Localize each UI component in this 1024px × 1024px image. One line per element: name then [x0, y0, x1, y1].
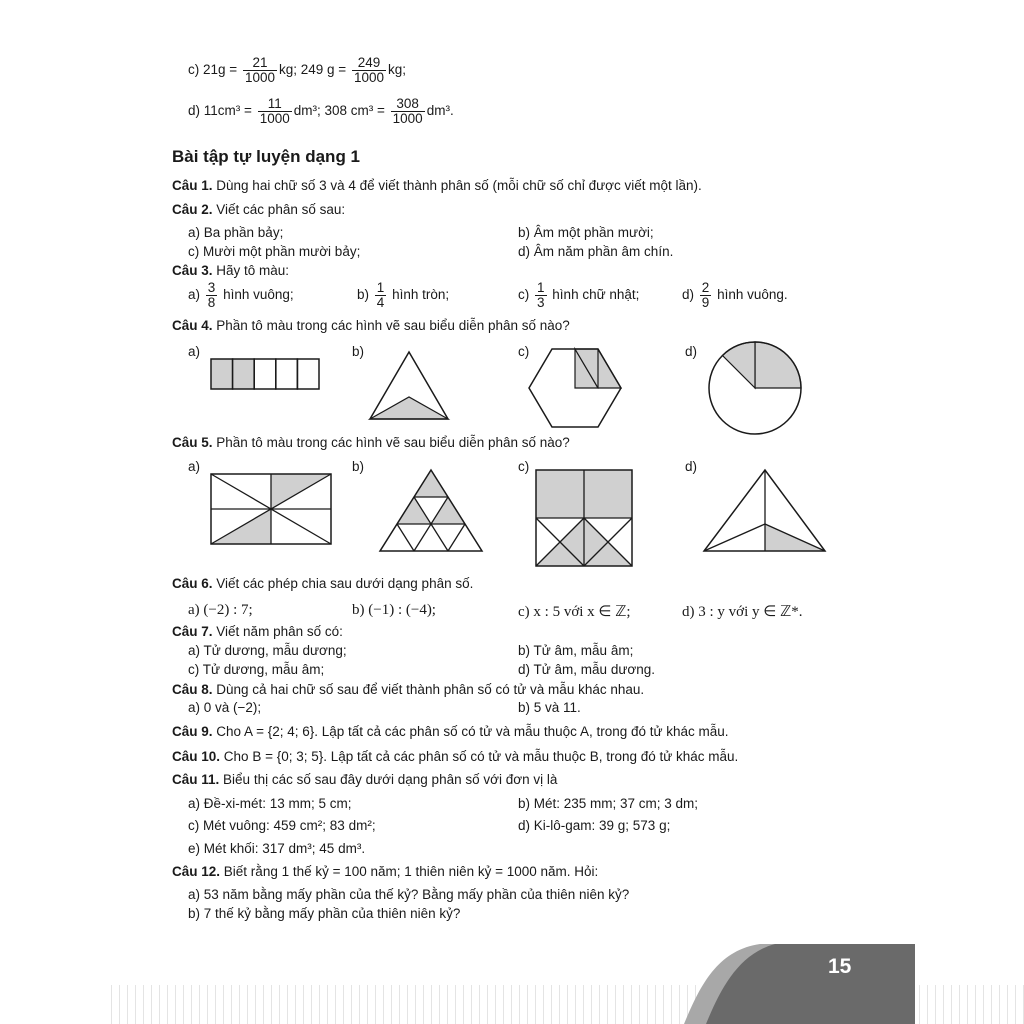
q6-option-d: d) 3 : y với y ∈ ℤ*. — [682, 604, 803, 620]
question-text: Biết rằng 1 thế kỷ = 100 năm; 1 thiên niên kỷ = 1000 năm. Hỏi: — [223, 864, 599, 879]
option-text: hình tròn; — [392, 287, 450, 303]
q2-option-b: b) Âm một phần mười; — [518, 225, 654, 240]
denominator: 1000 — [244, 70, 275, 86]
numerator: 2 — [701, 280, 710, 295]
numerator: 21 — [243, 56, 277, 71]
q11-option-c: c) Mét vuông: 459 cm²; 83 dm²; — [188, 818, 376, 833]
q2-option-a: a) Ba phần bảy; — [188, 225, 284, 240]
figure-label: d) — [685, 459, 698, 474]
q12-option-b: b) 7 thế kỷ bằng mấy phần của thiên niên kỷ? — [188, 906, 461, 921]
q6-option-c: c) x : 5 với x ∈ ℤ; — [518, 604, 631, 620]
numerator: 3 — [207, 280, 216, 295]
figure-label: d) — [685, 344, 698, 359]
q2-option-c: c) Mười một phần mười bảy; — [188, 244, 361, 259]
question-label: Câu 6. — [172, 576, 213, 591]
numerator: 11 — [258, 97, 292, 112]
numerator: 249 — [352, 56, 386, 71]
question-text: Dùng hai chữ số 3 và 4 để viết thành phân số (mỗi chữ số chỉ được viết một lần). — [216, 178, 702, 193]
numerator: 1 — [376, 280, 385, 295]
figure-label: b) — [352, 344, 365, 359]
question-text: Phần tô màu trong các hình vẽ sau biểu diễn phân số nào? — [216, 318, 570, 333]
denominator: 3 — [537, 295, 545, 311]
denominator: 9 — [701, 295, 710, 311]
figure-label: a) — [188, 459, 201, 474]
conv-text: 11cm³ = — [203, 103, 252, 119]
q2-option-d: d) Âm năm phần âm chín. — [518, 244, 674, 259]
q8-option-a: a) 0 và (−2); — [188, 700, 262, 715]
item-label: d) — [188, 103, 201, 119]
conv-text: kg; — [388, 62, 407, 78]
numerator: 308 — [391, 97, 425, 112]
question-label: Câu 3. — [172, 263, 213, 278]
question-text: Cho B = {0; 3; 5}. Lập tất cả các phân số có tử và mẫu thuộc B, trong đó tử khác mẫu. — [223, 749, 739, 764]
q11-option-b: b) Mét: 235 mm; 37 cm; 3 dm; — [518, 796, 699, 811]
q11-option-d: d) Ki-lô-gam: 39 g; 573 g; — [518, 818, 671, 833]
conv-text: dm³. — [426, 103, 454, 119]
q11-option-e: e) Mét khối: 317 dm³; 45 dm³. — [188, 841, 366, 856]
numerator: 1 — [537, 280, 545, 295]
figure-label: a) — [188, 344, 201, 359]
question-text: Biểu thị các số sau đây dưới dạng phân số với đơn vị là — [223, 772, 558, 787]
q7-option-a: a) Tử dương, mẫu dương; — [188, 643, 347, 658]
question-text: Viết năm phân số có: — [216, 624, 343, 639]
question-text: Viết các phân số sau: — [216, 202, 346, 217]
q7-option-c: c) Tử dương, mẫu âm; — [188, 662, 325, 677]
option-text: hình vuông; — [223, 287, 294, 303]
denominator: 1000 — [259, 111, 290, 127]
item-label: c) — [188, 62, 200, 78]
conv-text: dm³; 308 cm³ = — [293, 103, 385, 119]
section-heading: Bài tập tự luyện dạng 1 — [172, 147, 361, 166]
page-number: 15 — [828, 955, 852, 978]
denominator: 8 — [207, 295, 216, 311]
item-label: d) — [682, 287, 695, 303]
question-text: Hãy tô màu: — [216, 263, 290, 278]
question-label: Câu 11. — [172, 772, 220, 787]
q7-option-d: d) Tử âm, mẫu dương. — [518, 662, 655, 677]
question-label: Câu 12. — [172, 864, 221, 879]
question-label: Câu 9. — [172, 724, 213, 739]
figure-label: b) — [352, 459, 365, 474]
q6-option-a: a) (−2) : 7; — [188, 602, 253, 618]
question-label: Câu 7. — [172, 624, 213, 639]
question-text: Viết các phép chia sau dưới dạng phân số. — [216, 576, 474, 591]
q11-option-a: a) Đề-xi-mét: 13 mm; 5 cm; — [188, 796, 352, 811]
q6-option-b: b) (−1) : (−4); — [352, 602, 436, 618]
figure-label: c) — [518, 459, 530, 474]
denominator: 1000 — [392, 111, 423, 127]
question-label: Câu 2. — [172, 202, 213, 217]
question-label: Câu 10. — [172, 749, 221, 764]
item-label: a) — [188, 287, 201, 303]
question-text: Phần tô màu trong các hình vẽ sau biểu diễn phân số nào? — [216, 435, 570, 450]
conv-text: 21g = — [203, 62, 238, 78]
figure-label: c) — [518, 344, 530, 359]
question-label: Câu 8. — [172, 682, 213, 697]
item-label: b) — [357, 287, 370, 303]
q12-option-a: a) 53 năm bằng mấy phần của thế kỷ? Bằng mấy phần của thiên niên kỷ? — [188, 887, 630, 902]
conv-text: kg; 249 g = — [279, 62, 347, 78]
question-text: Dùng cả hai chữ số sau để viết thành phân số có tử và mẫu khác nhau. — [216, 682, 645, 697]
option-text: hình chữ nhật; — [552, 287, 640, 303]
item-label: c) — [518, 287, 530, 303]
q8-option-b: b) 5 và 11. — [518, 700, 581, 715]
question-label: Câu 5. — [172, 435, 213, 450]
question-text: Cho A = {2; 4; 6}. Lập tất cả các phân số có tử và mẫu thuộc A, trong đó tử khác mẫu. — [216, 724, 729, 739]
denominator: 4 — [376, 295, 385, 311]
option-text: hình vuông. — [717, 287, 788, 303]
denominator: 1000 — [353, 70, 384, 86]
question-label: Câu 1. — [172, 178, 213, 193]
question-label: Câu 4. — [172, 318, 213, 333]
q7-option-b: b) Tử âm, mẫu âm; — [518, 643, 634, 658]
